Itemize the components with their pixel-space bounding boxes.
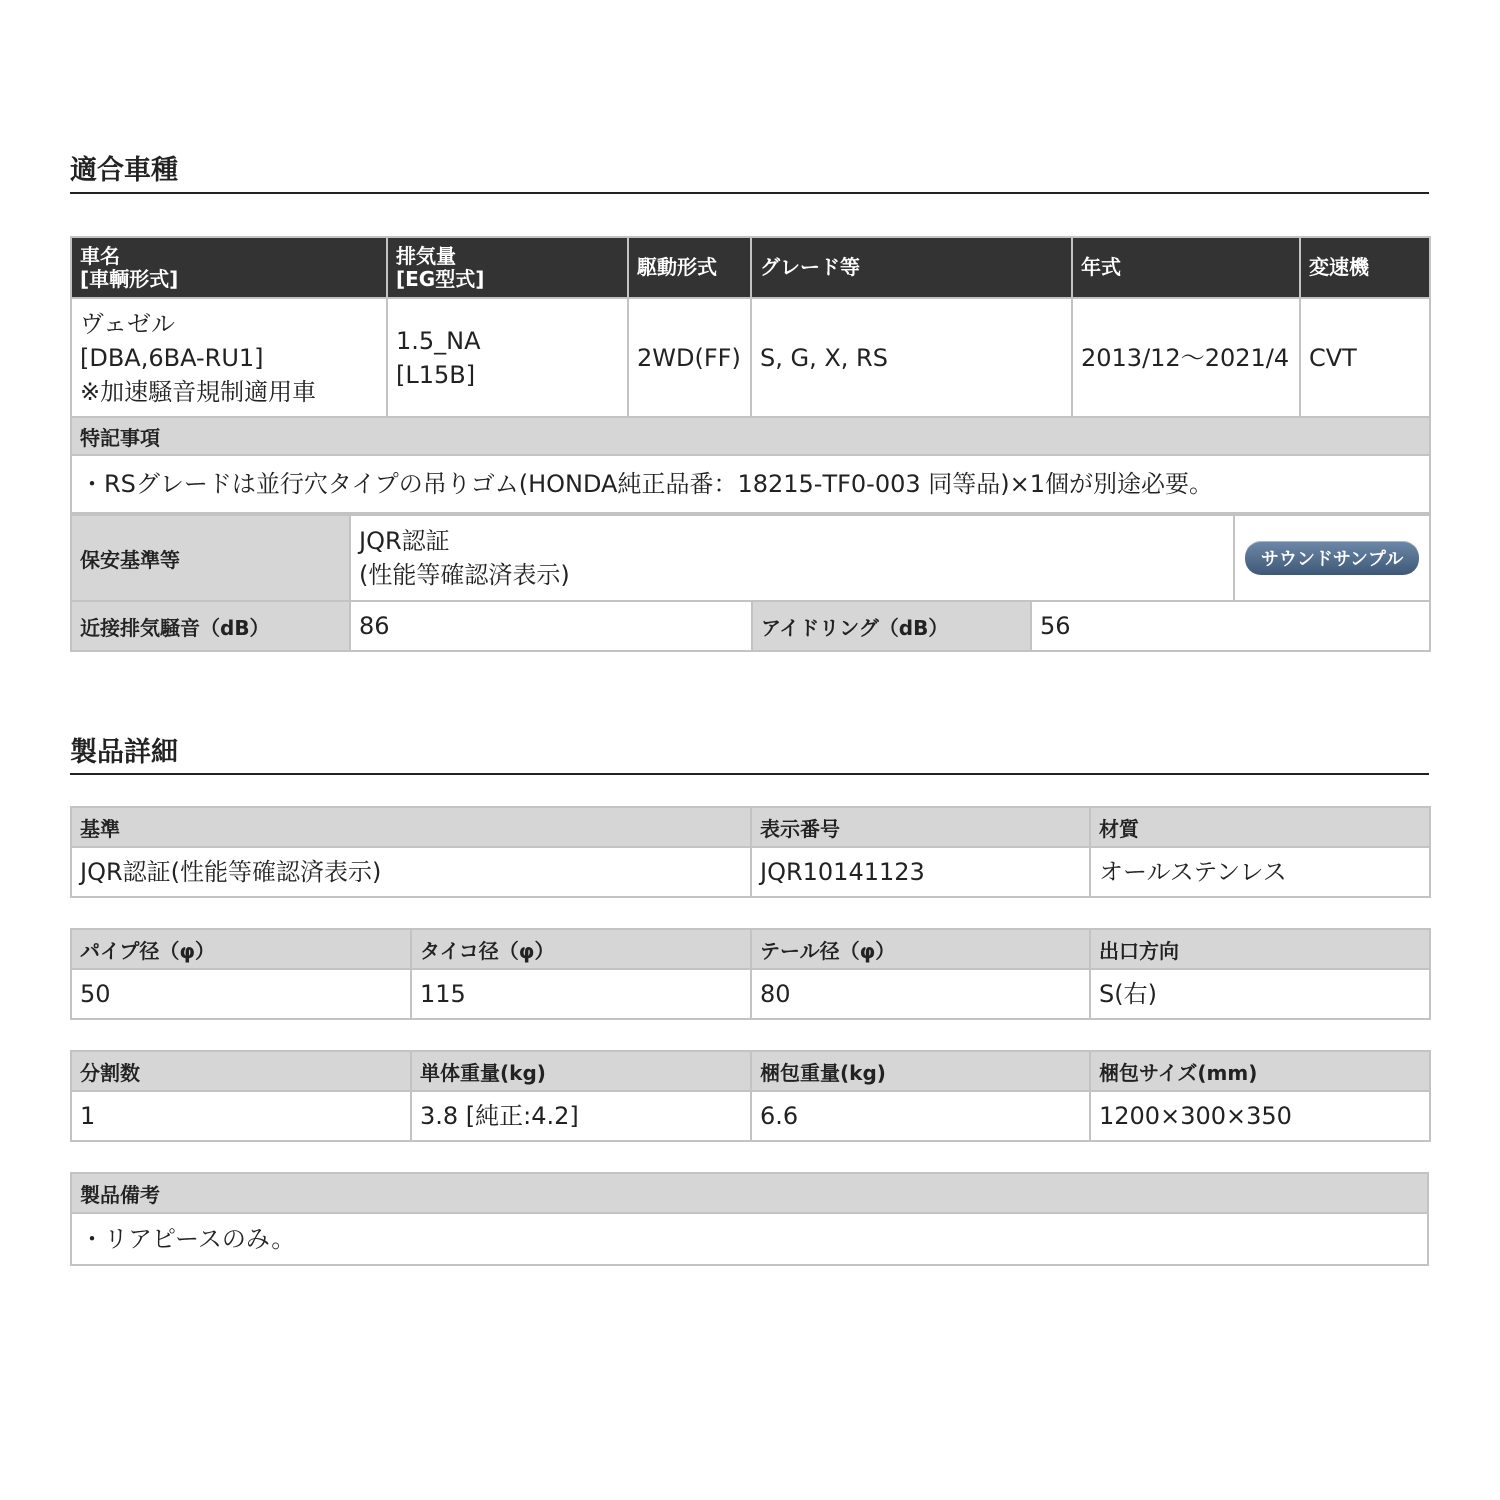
safety-row	[71, 515, 1430, 601]
header-display-number: 表示番号	[751, 807, 1090, 847]
header-car-model-label: [車輌形式]	[80, 266, 179, 291]
product-table-2-values	[71, 969, 1430, 1019]
value-material: オールステンレス	[1090, 847, 1430, 897]
proximity-label: 近接排気騒音（dB）	[71, 601, 350, 651]
product-notes-table	[70, 1172, 1429, 1266]
header-pipe-diameter: パイプ径（φ）	[71, 929, 411, 969]
header-engine-label: [EG型式]	[396, 266, 485, 291]
special-label-row	[71, 417, 1430, 455]
cell-drive: 2WD(FF)	[628, 298, 751, 417]
header-year: 年式	[1072, 237, 1300, 298]
value-tail-diameter: 80	[751, 969, 1090, 1019]
header-exit-direction: 出口方向	[1090, 929, 1430, 969]
product-notes-row	[71, 1213, 1428, 1265]
product-notes-label: 製品備考	[71, 1173, 1428, 1213]
safety-value-1: JQR認証	[359, 527, 450, 555]
header-pieces: 分割数	[71, 1051, 411, 1091]
cell-grade: S, G, X, RS	[751, 298, 1072, 417]
value-display-number: JQR10141123	[751, 847, 1090, 897]
fit-header-row	[71, 237, 1430, 298]
cell-year: 2013/12～2021/4	[1072, 298, 1300, 417]
safety-label: 保安基準等	[71, 515, 350, 601]
cell-transmission: CVT	[1300, 298, 1430, 417]
product-notes-text: ・リアピースのみ。	[71, 1213, 1428, 1265]
header-drive: 駆動形式	[628, 237, 751, 298]
idling-value: 56	[1031, 601, 1430, 651]
product-table-1	[70, 806, 1431, 898]
header-package-size: 梱包サイズ(mm)	[1090, 1051, 1430, 1091]
header-car-name	[71, 237, 387, 298]
product-table-2-header	[71, 929, 1430, 969]
header-package-weight: 梱包重量(kg)	[751, 1051, 1090, 1091]
header-car-name-label: 車名	[80, 243, 120, 268]
car-note: ※加速騒音規制適用車	[80, 377, 317, 406]
sound-sample-button[interactable]: サウンドサンプル	[1245, 541, 1419, 575]
engine-type: [L15B]	[396, 360, 476, 389]
idling-label: アイドリング（dB）	[752, 601, 1031, 651]
header-muffler-diameter: タイコ径（φ）	[411, 929, 751, 969]
value-standard: JQR認証(性能等確認済表示)	[71, 847, 751, 897]
special-text: ・RSグレードは並行穴タイプの吊りゴム(HONDA純正品番：18215-TF0-003 同等品)×1個が別途必要。	[71, 455, 1430, 513]
value-muffler-diameter: 115	[411, 969, 751, 1019]
safety-value-2: (性能等確認済表示)	[359, 561, 570, 589]
product-notes-header	[71, 1173, 1428, 1213]
safety-table	[70, 514, 1431, 652]
product-table-3	[70, 1050, 1431, 1142]
value-package-size: 1200×300×350	[1090, 1091, 1430, 1141]
product-table-3-values	[71, 1091, 1430, 1141]
product-table-3-header	[71, 1051, 1430, 1091]
header-standard: 基準	[71, 807, 751, 847]
special-label: 特記事項	[71, 417, 1430, 455]
header-tail-diameter: テール径（φ）	[751, 929, 1090, 969]
header-material: 材質	[1090, 807, 1430, 847]
car-name: ヴェゼル	[80, 309, 176, 338]
car-model: [DBA,6BA-RU1]	[80, 343, 264, 372]
safety-value	[350, 515, 1234, 601]
header-displacement	[387, 237, 628, 298]
fit-table	[70, 236, 1431, 514]
header-displacement-label: 排気量	[396, 243, 456, 268]
fit-section-rule	[70, 192, 1429, 194]
fit-data-row	[71, 298, 1430, 417]
value-package-weight: 6.6	[751, 1091, 1090, 1141]
proximity-value: 86	[350, 601, 752, 651]
cell-car-name	[71, 298, 387, 417]
displacement: 1.5_NA	[396, 326, 481, 355]
sound-cell	[1234, 515, 1430, 601]
cell-displacement	[387, 298, 628, 417]
header-transmission: 変速機	[1300, 237, 1430, 298]
value-unit-weight: 3.8 [純正:4.2]	[411, 1091, 751, 1141]
noise-row	[71, 601, 1430, 651]
product-table-2	[70, 928, 1431, 1020]
header-unit-weight: 単体重量(kg)	[411, 1051, 751, 1091]
fit-section-title: 適合車種	[70, 155, 178, 186]
product-table-1-values	[71, 847, 1430, 897]
product-section-rule	[70, 773, 1429, 775]
header-grade: グレード等	[751, 237, 1072, 298]
product-table-1-header	[71, 807, 1430, 847]
special-text-row	[71, 455, 1430, 513]
value-pipe-diameter: 50	[71, 969, 411, 1019]
value-pieces: 1	[71, 1091, 411, 1141]
value-exit-direction: S(右)	[1090, 969, 1430, 1019]
product-section-title: 製品詳細	[70, 737, 178, 768]
